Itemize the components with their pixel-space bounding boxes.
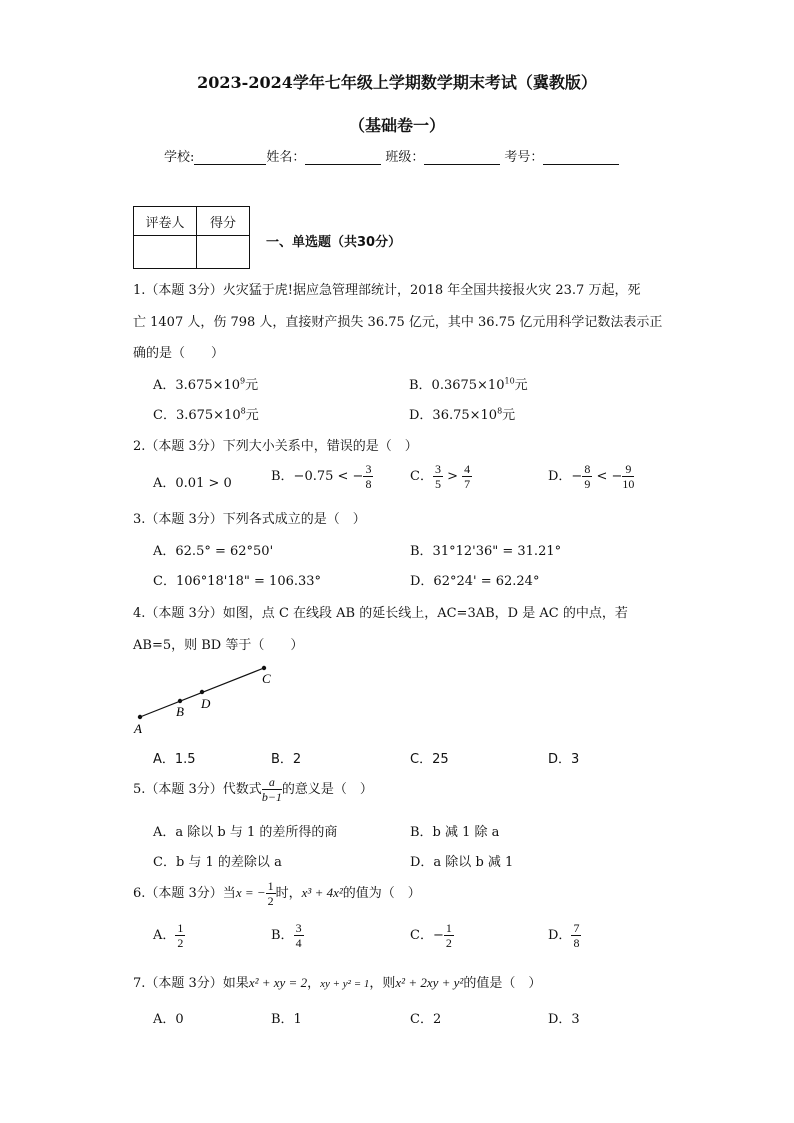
q3-stem: 3.（本题 3分）下列各式成立的是（ ） [133,512,366,527]
q3-option-d[interactable]: D．62°24' = 62.24° [410,574,540,589]
q6-option-a[interactable]: A． $\frac{1}{2}$ [153,921,184,950]
label-c: C [262,671,271,686]
q1-option-a[interactable]: A．$3.675\times 10^9$元 [153,376,259,393]
q2-option-d[interactable]: D．− $\frac{8}{9}$ < − $\frac{9}{10}$ [548,462,635,491]
page-title: 2023-2024学年七年级上学期数学期末考试（冀教版） [197,73,597,92]
q2-option-b[interactable]: B．−0.75 < − $\frac{3}{8}$ [271,462,372,491]
q6-stem: 6.（本题 3分）当x = − $\frac{1}{2}$ 时，x³ + 4x²的值为（ ） [133,879,421,908]
q1-line1: 1.（本题 3分）火灾猛于虎!据应急管理部统计，2018 年全国共接报火灾 23.7 万起，死 [133,283,641,298]
q3-option-b[interactable]: B．31°12'36" = 31.21° [410,544,562,559]
q5-stem: 5.（本题 3分）代数式 $\frac{a}{b-1}$ 的意义是（ ） [133,775,373,804]
q2-option-c[interactable]: C． $\frac{3}{5}$ > $\frac{4}{7}$ [410,462,471,491]
q5-option-d[interactable]: D．a 除以 b 减 1 [410,855,514,870]
name-label: 姓名： [266,150,306,165]
q4-line1: 4.（本题 3分）如图，点 C 在线段 AB 的延长线上，AC=3AB，D 是 AC 的中点，若 [133,606,628,621]
label-b: B [176,704,184,719]
q4-option-a[interactable]: A．1.5 [153,752,196,767]
q2-stem: 2.（本题 3分）下列大小关系中，错误的是（ ） [133,439,418,454]
q7-option-a[interactable]: A．0 [153,1012,184,1027]
school-field[interactable] [194,150,266,165]
point-b [178,699,182,703]
q1-option-d[interactable]: D．$36.75\times 10^8$元 [409,406,516,423]
point-d [200,690,204,694]
section-title: 一、单选题（共30分） [266,235,402,250]
q4-line2: AB=5，则 BD 等于（ ） [133,638,304,653]
q7-option-c[interactable]: C．2 [410,1012,442,1027]
point-c [262,666,266,670]
class-label: 班级： [385,150,425,165]
q3-option-a[interactable]: A．62.5° = 62°50' [153,544,274,559]
grader-header: 评卷人 [134,207,197,236]
q5-option-a[interactable]: A．a 除以 b 与 1 的差所得的商 [153,825,338,840]
school-label: 学校: [164,150,195,165]
student-info-row [164,146,619,165]
q4-option-c[interactable]: C．25 [410,752,449,767]
q3-option-c[interactable]: C．106°18'18" = 106.33° [153,574,322,589]
score-cell[interactable] [197,236,250,269]
q4-figure [130,660,280,738]
class-field[interactable] [424,150,500,165]
q2-option-a[interactable]: A．0.01 > 0 [153,476,232,491]
q6-option-c[interactable]: C．− $\frac{1}{2}$ [410,921,452,950]
q1-line3: 确的是（ ） [133,346,225,361]
q5-option-c[interactable]: C．b 与 1 的差除以 a [153,855,282,870]
q4-option-b[interactable]: B．2 [271,752,302,767]
q6-option-b[interactable]: B． $\frac{3}{4}$ [271,921,302,950]
q1-line2: 亡 1407 人，伤 798 人，直接财产损失 36.75 亿元，其中 36.75 亿元用科学记数法表示正 [133,315,663,330]
q7-stem: 7.（本题 3分）如果x² + xy = 2，xy + y² = 1，则x² + 2xy + y²的值是（ ） [133,975,542,991]
number-field[interactable] [543,150,619,165]
q1-option-b[interactable]: B．$0.3675\times 10^{10}$元 [409,376,528,393]
q7-option-d[interactable]: D．3 [548,1012,580,1027]
number-label: 考号： [504,150,544,165]
grader-cell[interactable] [134,236,197,269]
score-table [133,206,250,269]
q7-option-b[interactable]: B．1 [271,1012,302,1027]
score-header: 得分 [197,207,250,236]
label-d: D [201,696,211,711]
q4-option-d[interactable]: D．3 [548,752,580,767]
page-subtitle: （基础卷一） [348,116,445,135]
label-a: A [134,721,142,736]
point-a [138,715,142,719]
q6-option-d[interactable]: D． $\frac{7}{8}$ [548,921,580,950]
q5-option-b[interactable]: B．b 减 1 除 a [410,825,500,840]
name-field[interactable] [305,150,381,165]
q1-option-c[interactable]: C．$3.675\times 10^8$元 [153,406,259,423]
